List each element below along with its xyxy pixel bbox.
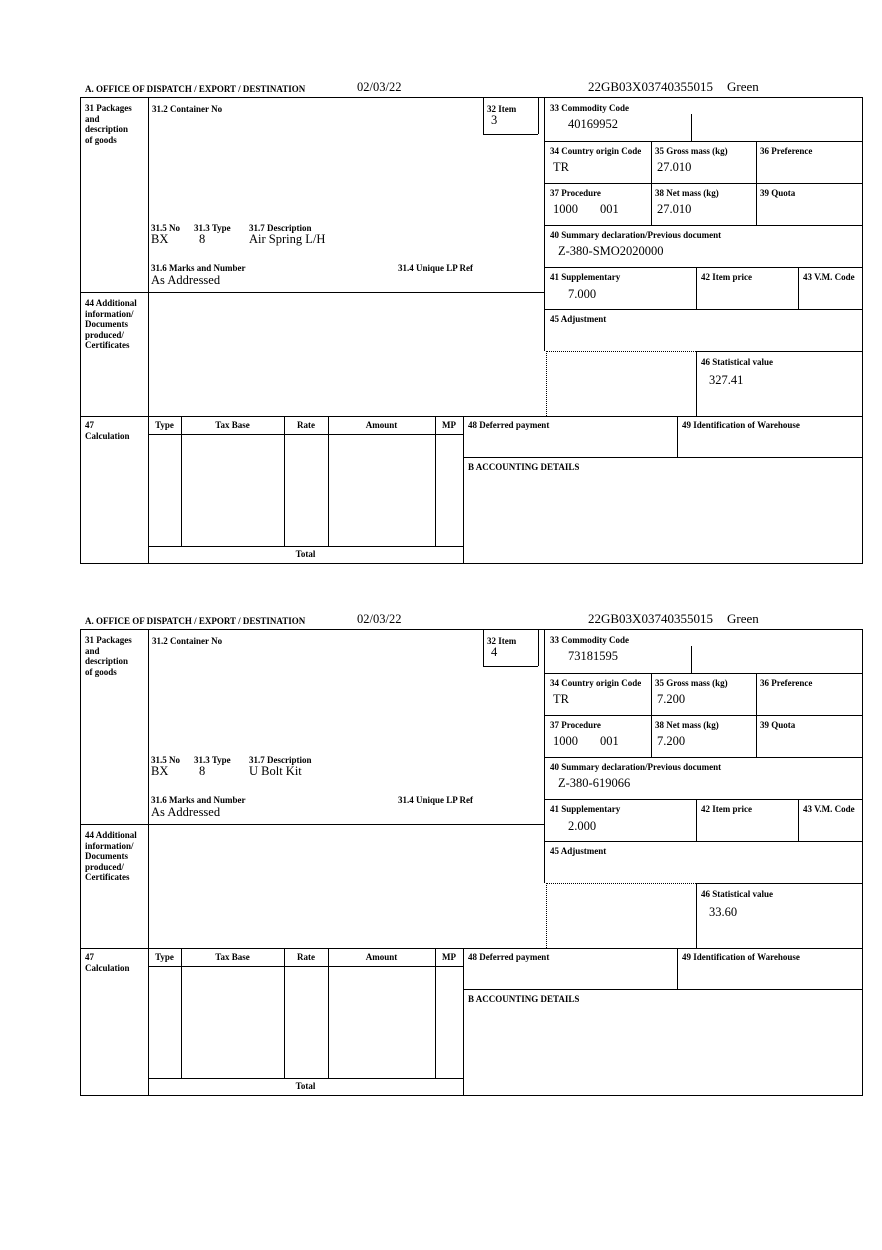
box31-6-label: 31.6 Marks and Number xyxy=(151,263,246,273)
item-detail-grid xyxy=(80,97,863,564)
procedure-extra-value: 001 xyxy=(600,734,619,748)
accounting-details-label: B ACCOUNTING DETAILS xyxy=(468,994,580,1004)
box31-5-label: 31.5 No xyxy=(151,755,180,765)
dispatch-date-value: 02/03/22 xyxy=(357,612,402,626)
box35-label: 35 Gross mass (kg) xyxy=(655,146,728,156)
accounting-top-line xyxy=(463,989,863,990)
box35-label: 35 Gross mass (kg) xyxy=(655,678,728,688)
total-label: Total xyxy=(295,1081,316,1091)
calculation-top-line xyxy=(81,416,863,417)
divider-line xyxy=(798,267,799,309)
statistical-box-top-line xyxy=(696,883,863,884)
declaration-item-block xyxy=(0,612,882,1112)
calculation-top-line xyxy=(81,948,863,949)
previous-document-value: Z-380-SMO2020000 xyxy=(558,244,664,258)
calc-amount-header: Amount xyxy=(365,420,398,430)
goods-description-value: U Bolt Kit xyxy=(249,764,302,778)
calc-column-line xyxy=(181,948,182,1078)
routing-status-value: Green xyxy=(727,611,759,626)
box31-3-label: 31.3 Type xyxy=(194,755,231,765)
previous-document-value: Z-380-619066 xyxy=(558,776,631,790)
calc-right-line xyxy=(463,416,464,563)
calc-taxbase-header: Tax Base xyxy=(215,420,250,430)
box40-label: 40 Summary declaration/Previous document xyxy=(550,762,722,772)
box43-label: 43 V.M. Code xyxy=(803,272,855,282)
left-column-divider-line xyxy=(148,630,149,1095)
box39-label: 39 Quota xyxy=(760,720,796,730)
item-box-left-line xyxy=(483,98,484,134)
box46-label: 46 Statistical value xyxy=(701,357,773,367)
supplementary-units-value: 2.000 xyxy=(568,819,597,833)
country-origin-value: TR xyxy=(553,692,569,706)
item-box-left-line xyxy=(483,630,484,666)
packages-type-value: 8 xyxy=(199,232,206,246)
box34-label: 34 Country origin Code xyxy=(550,678,642,688)
box32-label: 32 Item xyxy=(487,636,517,646)
box37-label: 37 Procedure xyxy=(550,188,601,198)
procedure-value: 1000 xyxy=(553,202,578,216)
statistical-box-top-line xyxy=(696,351,863,352)
divider-line xyxy=(756,673,757,757)
declaration-item-block xyxy=(0,80,882,580)
procedure-extra-value: 001 xyxy=(600,202,619,216)
divider-line xyxy=(756,141,757,225)
divider-line xyxy=(798,799,799,841)
commodity-code-value: 40169952 xyxy=(568,117,618,131)
divider-line xyxy=(544,141,863,142)
box41-label: 41 Supplementary xyxy=(550,272,621,282)
calc-right-line xyxy=(463,948,464,1095)
divider-line xyxy=(544,757,863,758)
office-of-dispatch-label: A. OFFICE OF DISPATCH / EXPORT / DESTINATION xyxy=(85,616,306,626)
item-box-right-line xyxy=(538,98,539,134)
box46-label: 46 Statistical value xyxy=(701,889,773,899)
box31-7-label: 31.7 Description xyxy=(249,223,312,233)
packages-number-value: BX xyxy=(151,232,169,246)
item-detail-grid xyxy=(80,629,863,1096)
item-box-bottom-line xyxy=(483,134,538,135)
calc-mp-header: MP xyxy=(442,420,456,430)
divider-line xyxy=(544,225,863,226)
divider-line xyxy=(696,799,697,841)
calc-header-underline xyxy=(148,434,463,435)
office-of-dispatch-label: A. OFFICE OF DISPATCH / EXPORT / DESTINATION xyxy=(85,84,306,94)
box43-label: 43 V.M. Code xyxy=(803,804,855,814)
calc-column-line xyxy=(328,948,329,1078)
net-mass-value: 27.010 xyxy=(657,202,692,216)
item-number-value: 3 xyxy=(491,113,498,127)
box31-label: 31 Packages and description of goods xyxy=(85,635,132,677)
dotted-divider-line xyxy=(546,351,696,352)
box40-label: 40 Summary declaration/Previous document xyxy=(550,230,722,240)
box39-label: 39 Quota xyxy=(760,188,796,198)
calc-type-header: Type xyxy=(155,420,174,430)
divider-line xyxy=(544,799,863,800)
box49-label: 49 Identification of Warehouse xyxy=(682,952,800,962)
deferred-warehouse-divider-line xyxy=(677,416,678,457)
box31-3-label: 31.3 Type xyxy=(194,223,231,233)
box42-label: 42 Item price xyxy=(701,272,752,282)
calc-column-line xyxy=(435,416,436,546)
divider-line xyxy=(544,183,863,184)
gross-mass-value: 27.010 xyxy=(657,160,692,174)
box44-label: 44 Additional information/ Documents produced/ Certificates xyxy=(85,298,137,351)
statistical-box-left-line xyxy=(696,883,697,948)
calc-amount-header: Amount xyxy=(365,952,398,962)
statistical-value: 327.41 xyxy=(709,373,744,387)
calc-column-line xyxy=(181,416,182,546)
box31-7-label: 31.7 Description xyxy=(249,755,312,765)
calc-rate-header: Rate xyxy=(297,952,315,962)
marks-bottom-line xyxy=(81,824,544,825)
commodity-subdivision-line xyxy=(691,646,692,673)
box31-4-label: 31.4 Unique LP Ref xyxy=(398,263,474,273)
goods-description-value: Air Spring L/H xyxy=(249,232,326,246)
total-label: Total xyxy=(295,549,316,559)
total-row-line xyxy=(148,546,463,547)
item-box-right-line xyxy=(538,630,539,666)
box45-label: 45 Adjustment xyxy=(550,846,607,856)
box31-2-label: 31.2 Container No xyxy=(152,104,223,114)
calc-taxbase-header: Tax Base xyxy=(215,952,250,962)
divider-line xyxy=(544,715,863,716)
box34-label: 34 Country origin Code xyxy=(550,146,642,156)
total-row-line xyxy=(148,1078,463,1079)
dotted-divider-line xyxy=(546,883,547,948)
box36-label: 36 Preference xyxy=(760,146,813,156)
divider-line xyxy=(696,267,697,309)
box42-label: 42 Item price xyxy=(701,804,752,814)
item-box-bottom-line xyxy=(483,666,538,667)
box45-label: 45 Adjustment xyxy=(550,314,607,324)
box31-label: 31 Packages and description of goods xyxy=(85,103,132,145)
gross-mass-value: 7.200 xyxy=(657,692,686,706)
divider-line xyxy=(544,267,863,268)
supplementary-units-value: 7.000 xyxy=(568,287,597,301)
box47-label: 47 Calculation xyxy=(85,952,130,973)
divider-line xyxy=(544,841,863,842)
calc-column-line xyxy=(328,416,329,546)
left-column-divider-line xyxy=(148,98,149,563)
calc-rate-header: Rate xyxy=(297,420,315,430)
box48-label: 48 Deferred payment xyxy=(468,952,550,962)
marks-value: As Addressed xyxy=(151,273,221,287)
marks-bottom-line xyxy=(81,292,544,293)
box38-label: 38 Net mass (kg) xyxy=(655,188,719,198)
calc-column-line xyxy=(284,948,285,1078)
box36-label: 36 Preference xyxy=(760,678,813,688)
routing-status-value: Green xyxy=(727,79,759,94)
statistical-value: 33.60 xyxy=(709,905,738,919)
box31-4-label: 31.4 Unique LP Ref xyxy=(398,795,474,805)
declaration-reference-value: 22GB03X03740355015 xyxy=(588,611,713,626)
box31-5-label: 31.5 No xyxy=(151,223,180,233)
divider-line xyxy=(544,673,863,674)
item-number-value: 4 xyxy=(491,645,498,659)
commodity-subdivision-line xyxy=(691,114,692,141)
declaration-reference-value: 22GB03X03740355015 xyxy=(588,79,713,94)
country-origin-value: TR xyxy=(553,160,569,174)
accounting-top-line xyxy=(463,457,863,458)
box31-2-label: 31.2 Container No xyxy=(152,636,223,646)
calc-mp-header: MP xyxy=(442,952,456,962)
deferred-warehouse-divider-line xyxy=(677,948,678,989)
box37-label: 37 Procedure xyxy=(550,720,601,730)
calc-header-underline xyxy=(148,966,463,967)
divider-line xyxy=(651,141,652,225)
box49-label: 49 Identification of Warehouse xyxy=(682,420,800,430)
dispatch-date-value: 02/03/22 xyxy=(357,80,402,94)
box44-label: 44 Additional information/ Documents produced/ Certificates xyxy=(85,830,137,883)
procedure-value: 1000 xyxy=(553,734,578,748)
dotted-divider-line xyxy=(546,883,696,884)
net-mass-value: 7.200 xyxy=(657,734,686,748)
box47-label: 47 Calculation xyxy=(85,420,130,441)
box41-label: 41 Supplementary xyxy=(550,804,621,814)
calc-column-line xyxy=(284,416,285,546)
packages-number-value: BX xyxy=(151,764,169,778)
commodity-code-value: 73181595 xyxy=(568,649,618,663)
packages-type-value: 8 xyxy=(199,764,206,778)
divider-line xyxy=(651,673,652,757)
accounting-details-label: B ACCOUNTING DETAILS xyxy=(468,462,580,472)
dotted-divider-line xyxy=(546,351,547,416)
marks-value: As Addressed xyxy=(151,805,221,819)
box33-label: 33 Commodity Code xyxy=(550,103,629,113)
divider-line xyxy=(544,309,863,310)
box38-label: 38 Net mass (kg) xyxy=(655,720,719,730)
box32-label: 32 Item xyxy=(487,104,517,114)
box33-label: 33 Commodity Code xyxy=(550,635,629,645)
box48-label: 48 Deferred payment xyxy=(468,420,550,430)
statistical-box-left-line xyxy=(696,351,697,416)
calc-column-line xyxy=(435,948,436,1078)
calc-type-header: Type xyxy=(155,952,174,962)
box31-6-label: 31.6 Marks and Number xyxy=(151,795,246,805)
